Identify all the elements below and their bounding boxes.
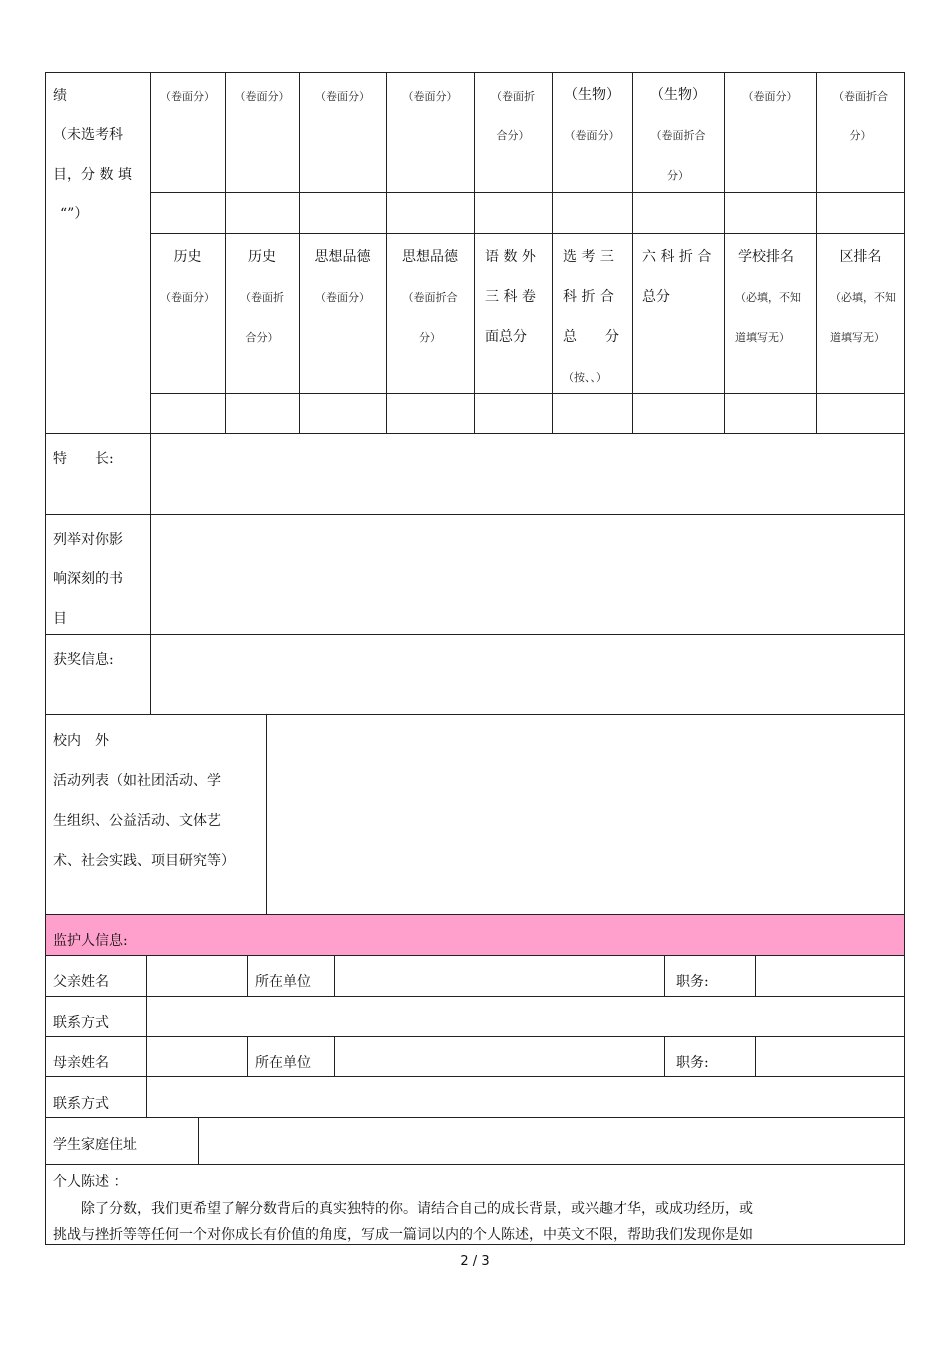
score-column-header: （必填，不知 [830,291,896,304]
score-column-header: （生物） [564,87,620,103]
score-column-header: 科 折 合 [563,289,614,305]
awards-field[interactable] [151,635,905,714]
score-column-header: 思想品德 [402,249,458,265]
mother-work-label: 所在单位 [255,1055,311,1071]
scores-row-label: （未选考科 [53,127,123,143]
score-input-cell[interactable] [300,193,386,233]
score-input-cell[interactable] [226,394,299,433]
score-column-header: 六 科 折 合 [642,249,712,265]
activities-field[interactable] [267,715,905,914]
score-column-header: 分） [419,331,441,344]
activities-label: 术、社会实践、项目研究等） [53,853,235,869]
father-contact-label: 联系方式 [53,1015,109,1031]
books-label: 响深刻的书 [53,571,123,587]
score-column-header: 合分） [245,331,279,344]
mother-contact-label: 联系方式 [53,1096,109,1112]
score-input-cell[interactable] [725,394,816,433]
guardian-grid-line [664,955,665,996]
scores-grid-line [632,72,633,434]
score-column-header: 历史 [248,249,276,265]
score-column-header: （卷面折合 [402,291,458,304]
score-column-header: 选 考 三 [563,249,614,265]
score-column-header: （卷面分） [402,90,458,103]
score-input-cell[interactable] [553,193,632,233]
father-work-label: 所在单位 [255,974,311,990]
score-column-header: 三 科 卷 [485,289,536,305]
father-name-label: 父亲姓名 [53,974,109,990]
score-column-header: 分） [667,169,689,182]
books-field[interactable] [151,515,905,634]
score-column-header: （卷面分） [234,90,290,103]
score-column-header: （必填，不知 [735,291,801,304]
books-label: 列举对你影 [53,532,123,548]
score-input-cell[interactable] [817,394,905,433]
awards-label: 获奖信息: [53,652,114,668]
score-column-header: 分） [849,129,872,142]
score-input-cell[interactable] [151,193,225,233]
score-column-header: 总分 [642,289,670,305]
statement-title: 个人陈述 ： [53,1174,128,1190]
score-column-header: 区排名 [839,249,882,265]
scores-row-label: 目，分 数 填 [53,167,132,183]
guardian-header: 监护人信息: [53,933,128,949]
books-label: 目 [53,611,67,627]
score-column-header: 道填写无） [735,331,790,344]
score-column-header: 历史 [173,249,202,265]
statement-text-line: 挑战与挫折等等任何一个对你成长有价值的角度，写成一篇词以内的个人陈述，中英文不限，帮助我们发现你是如 [53,1227,753,1243]
score-input-cell[interactable] [151,394,225,433]
mother-name-label: 母亲姓名 [53,1055,109,1071]
activities-label: 活动列表（如社团活动、学 [53,773,221,789]
scores-row-label: “”） [60,206,89,222]
score-input-cell[interactable] [387,193,474,233]
score-column-header: （卷面折 [240,291,284,304]
score-column-header: （按、、） [563,371,607,384]
guardian-grid-line [664,1036,665,1076]
scores-grid-line [150,233,905,234]
address-field[interactable] [199,1118,905,1164]
score-column-header: （卷面分） [315,291,370,304]
guardian-header-band [46,915,904,955]
score-column-header: （卷面分） [742,90,798,103]
score-column-header: 面总分 [485,329,527,345]
score-input-cell[interactable] [475,394,552,433]
score-column-header: （卷面分） [564,129,620,142]
score-column-header: （卷面折 [491,90,535,103]
score-column-header: 思想品德 [314,249,371,265]
father-work-field[interactable] [335,956,664,996]
father-title-field[interactable] [756,956,905,996]
activities-label: 校内 外 [53,733,109,749]
score-column-header: 道填写无） [830,331,885,344]
score-input-cell[interactable] [633,193,724,233]
score-column-header: （卷面折合 [650,129,706,142]
page-number: 2 / 3 [460,1254,490,1269]
mother-work-field[interactable] [335,1037,664,1076]
mother-name-field[interactable] [147,1037,247,1076]
father-contact-field[interactable] [147,997,905,1036]
score-input-cell[interactable] [300,394,386,433]
score-input-cell[interactable] [817,193,905,233]
activities-label: 生组织、公益活动、文体艺 [53,813,221,829]
mother-title-field[interactable] [756,1037,905,1076]
score-input-cell[interactable] [226,193,299,233]
section-divider [45,1164,905,1165]
score-column-header: （生物） [650,87,706,103]
score-column-header: 学校排名 [738,249,794,265]
mother-title-label: 职务: [676,1055,709,1071]
specialty-field[interactable] [151,434,905,514]
score-column-header: 总 分 [563,329,619,345]
scores-grid-line [474,72,475,434]
guardian-grid-line [247,1036,248,1076]
father-name-field[interactable] [147,956,247,996]
father-title-label: 职务: [676,974,709,990]
score-column-header: （卷面折合 [833,90,888,103]
scores-grid-line [552,72,553,434]
score-input-cell[interactable] [725,193,816,233]
mother-contact-field[interactable] [147,1077,905,1117]
score-input-cell[interactable] [387,394,474,433]
specialty-label: 特 长: [53,451,114,467]
score-column-header: （卷面分） [315,90,370,103]
address-label: 学生家庭住址 [53,1137,137,1153]
score-input-cell[interactable] [553,394,632,433]
statement-text-line: 除了分数，我们更希望了解分数背后的真实独特的你。请结合自己的成长背景，或兴趣才华，或成功经历，或 [81,1201,753,1217]
score-column-header: （卷面分） [160,90,215,103]
score-input-cell[interactable] [475,193,552,233]
score-column-header: 合分） [496,129,530,142]
score-input-cell[interactable] [633,394,724,433]
guardian-grid-line [247,955,248,996]
score-column-header: 语 数 外 [485,249,536,265]
score-column-header: （卷面分） [160,291,215,304]
scores-row-label: 绩 [53,88,67,104]
